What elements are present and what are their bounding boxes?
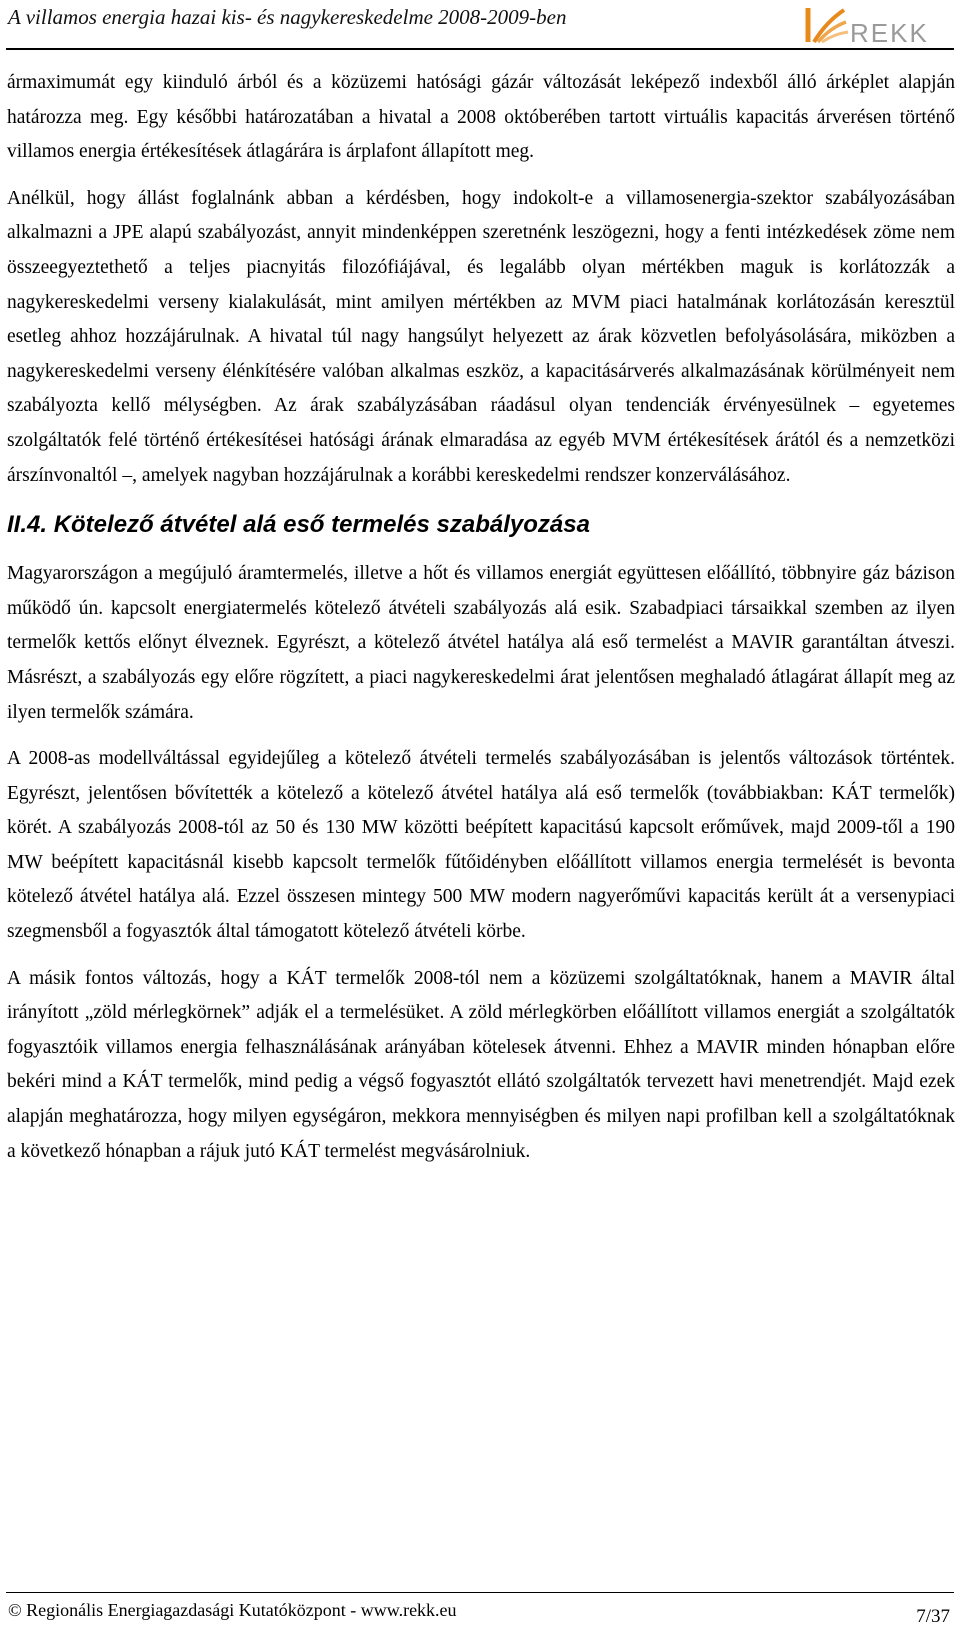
page-footer [6, 1592, 954, 1632]
paragraph: A 2008-as modellváltással egyidejűleg a kötelező átvételi termelés szabályozásában is jelentős változások történtek. Egyrészt, jelentősen bővítették a kötelező a kötelező átvétel hatálya alá eső termelők (továbbiakban: KÁT termelők) körét. A szabályozás 2008-tól az 50 és 130 MW közötti beépített kapacitású kapcsolt erőművek, majd 2009-től a 190 MW beépített kapacitásnál kisebb kapcsolt termelők fűtőidényben előállított villamos energia termelését is bevonta kötelező átvétel hatálya alá. Ezzel összesen mintegy 500 MW modern nagyerőművi kapacitás került át a versenypiaci szegmensből a fogyasztók által támogatott kötelező átvételi körbe. [7, 748, 955, 943]
document-body [7, 66, 955, 1181]
paragraph: A másik fontos változás, hogy a KÁT termelők 2008-tól nem a közüzemi szolgáltatóknak, hanem a MAVIR által irányított „zöld mérlegkörnek” adják el a termelésüket. A zöld mérlegkörben előállított villamos energiát a szolgáltatók fogyasztóik villamos energia felhasználásának arányában kötelesek átvenni. Ehhez a MAVIR minden hónapban előre bekéri mind a KÁT termelők, mind pedig a végső fogyasztót ellátó szolgáltatók tervezett havi menetrendjét. Majd ezek alapján meghatározza, hogy milyen egységáron, mekkora mennyiségben és milyen napi profilban kell a szolgáltatóknak a következő hónapban a rájuk jutó KÁT termelést megvásárolniuk. [7, 967, 955, 1162]
header-divider [6, 48, 954, 50]
header-title: A villamos energia hazai kis- és nagykereskedelme 2008-2009-ben [8, 5, 567, 29]
page-number: 7/37 [916, 1606, 950, 1627]
paragraph: Anélkül, hogy állást foglalnánk abban a kérdésben, hogy indokolt-e a villamosenergia-szektor szabályozásában alkalmazni a JPE alapú szabályozást, annyit mindenképpen szeretnénk leszögezni, hogy a fenti intézkedések zöme nem összeegyeztethető a teljes piacnyitás filozófiájával, és legalább olyan mértékben maguk is korlátozzák a nagykereskedelmi verseny kialakulását, mint amilyen mértékben az MVM piaci hatalmának korlátozásán keresztül esetleg ahhoz hozzájárulnak. A hivatal túl nagy hangsúlyt helyezett az árak közvetlen befolyásolására, miközben a nagykereskedelmi verseny élénkítésére valóban alkalmas eszköz, a kapacitásárverés alkalmazásának körülményeit nem szabályozta kellő mélységben. Az árak szabályzásában ráadásul olyan tendenciák érvényesülnek – egyetemes szolgáltatók felé történő értékesítései hatósági árának elmaradása az egyéb MVM értékesítések árától és a nemzetközi árszínvonaltól –, amelyek nagyban hozzájárulnak a korábbi kereskedelmi rendszer konzerválásához. [7, 187, 955, 486]
footer-copyright: © Regionális Energiagazdasági Kutatóközpont - www.rekk.eu [8, 1600, 457, 1620]
logo-text: REKK [850, 18, 929, 48]
paragraph: ármaximumát egy kiinduló árból és a közüzemi hatósági gázár változását leképező indexből álló árképlet alapján határozza meg. Egy későbbi határozatában a hivatal a 2008 októberében tartott virtuális kapacitás árverésen történő villamos energia értékesítések átlagárára is árplafont állapított meg. [7, 72, 955, 163]
page-header [0, 0, 960, 62]
paragraph: Magyarországon a megújuló áramtermelés, illetve a hőt és villamos energiát együttesen előállító, többnyire gáz bázison működő ún. kapcsolt energiatermelés kötelező átvételi szabályozás alá esik. Szabadpiaci társaikkal szemben az ilyen termelők kettős előnyt élveznek. Egyrészt, a kötelező átvétel hatálya alá eső termelést a MAVIR garantáltan átveszi. Másrészt, a szabályozás egy előre rögzített, a piaci nagykereskedelmi árat jelentősen meghaladó átlagárat állapít meg az ilyen termelők számára. [7, 563, 955, 723]
section-heading: II.4. Kötelező átvétel alá eső termelés szabályozása [7, 511, 590, 539]
rekk-logo-icon [804, 2, 850, 46]
footer-divider [6, 1592, 954, 1593]
rekk-logo [804, 2, 952, 46]
